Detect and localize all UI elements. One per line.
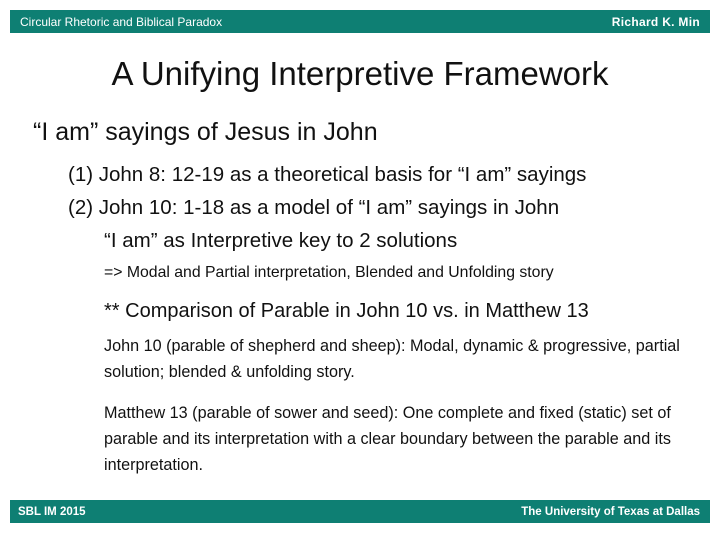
slide-title: A Unifying Interpretive Framework — [111, 55, 609, 92]
header-left-text: Circular Rhetoric and Biblical Paradox — [20, 14, 223, 29]
footer-left-text: SBL IM 2015 — [18, 505, 86, 518]
header-area — [0, 0, 720, 43]
footer-band — [10, 500, 710, 523]
header-band — [10, 10, 710, 33]
header-right-text: Richard K. Min — [611, 14, 700, 29]
comparison-heading: ** Comparison of Parable in John 10 vs. in Matthew 13 — [104, 300, 589, 322]
john-paragraph: John 10 (parable of shepherd and sheep): Modal, dynamic & progressive, partial solution; blended & unfolding story. — [104, 337, 680, 381]
note-line: => Modal and Partial interpretation, Blended and Unfolding story — [104, 264, 554, 281]
list-item-3: “I am” as Interpretive key to 2 solutions — [104, 229, 458, 252]
list-item-1: (1) John 8: 12-19 as a theoretical basis for “I am” sayings — [68, 163, 587, 186]
matthew-paragraph: Matthew 13 (parable of sower and seed): One complete and fixed (static) set of parable and its interpretation with a clear boundary between the parable and its interpretation. — [104, 404, 671, 474]
list-item-2: (2) John 10: 1-18 as a model of “I am” sayings in John — [68, 196, 560, 219]
footer-right-text: The University of Texas at Dallas — [521, 505, 700, 518]
slide-subtitle: “I am” sayings of Jesus in John — [33, 118, 378, 146]
